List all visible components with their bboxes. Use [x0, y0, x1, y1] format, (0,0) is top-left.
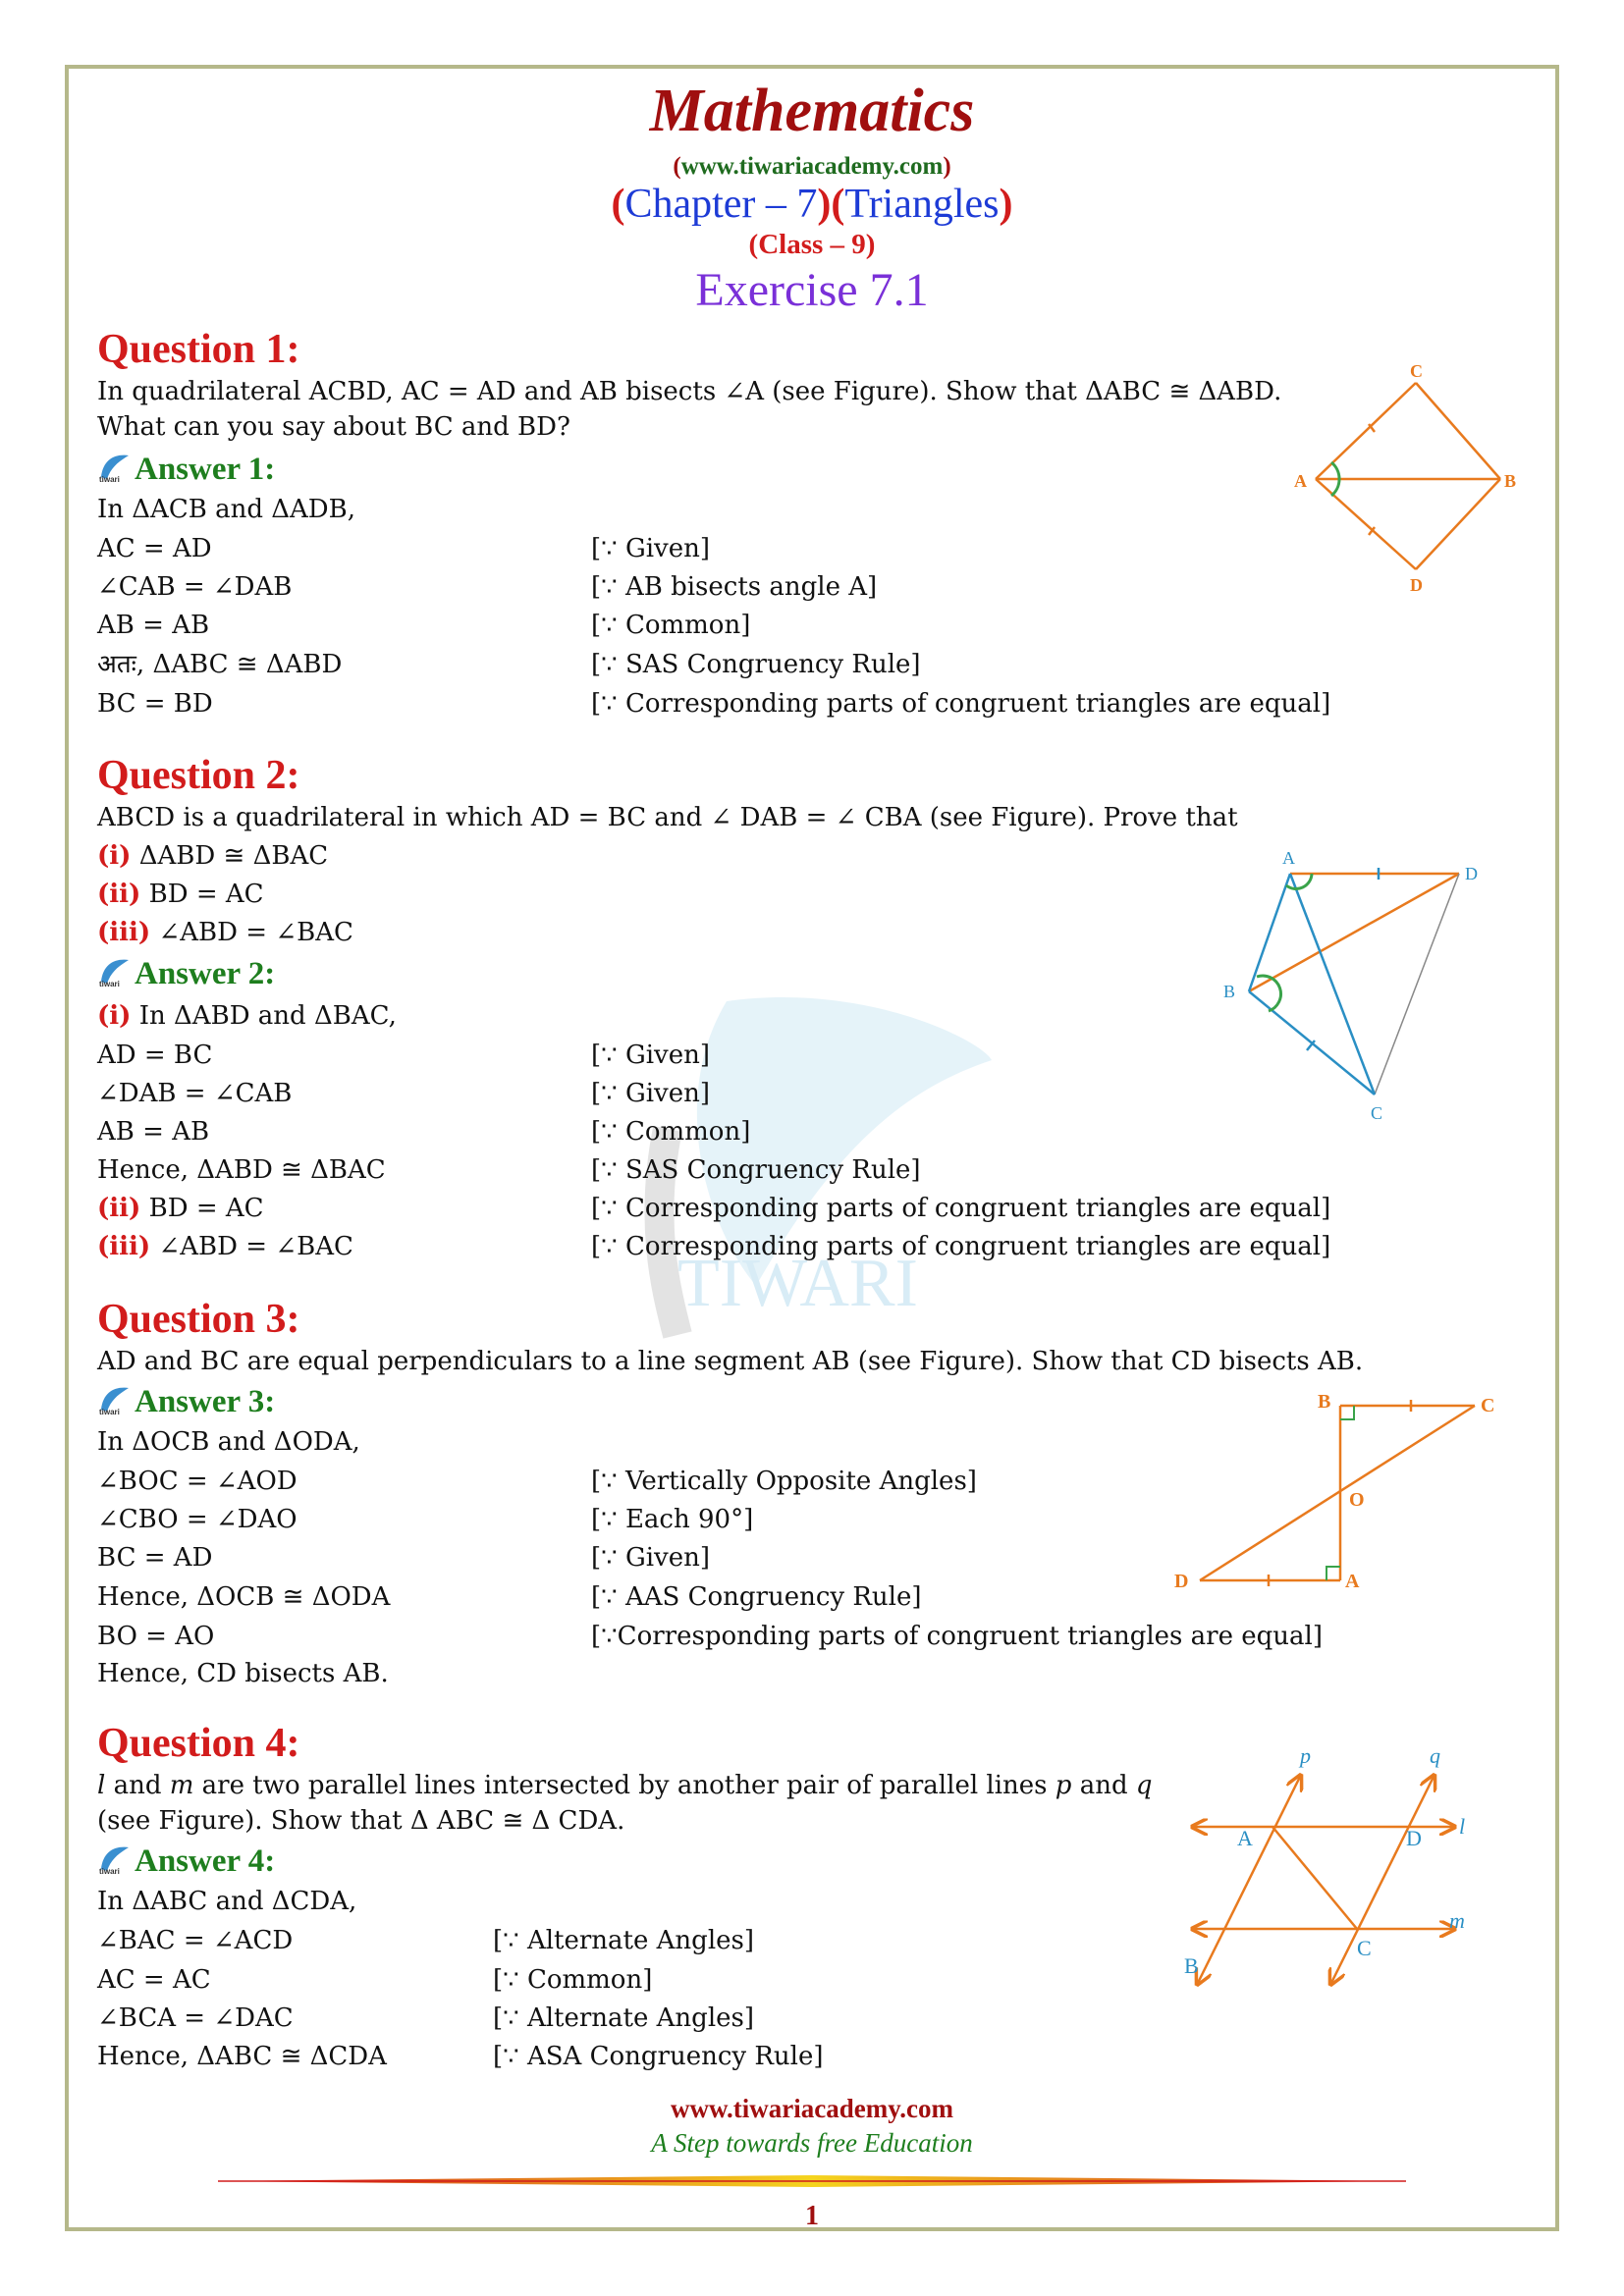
answer-2-ii-text: BD = AC — [148, 1194, 264, 1223]
answer-2-reason-3: [∵ Common] — [591, 1117, 751, 1147]
fig1-label-d: D — [1410, 575, 1423, 595]
answer-4-reason-1: [∵ Alternate Angles] — [493, 1926, 755, 1955]
tiwari-logo-icon — [97, 450, 131, 483]
answer-3-stmt-3: BC = AD — [97, 1543, 213, 1573]
figure-4-parallel-lines — [1178, 1737, 1473, 1993]
answer-4-stmt-3: ∠BCA = ∠DAC — [97, 2003, 294, 2033]
fig4-label-a: A — [1237, 1826, 1253, 1850]
answer-4-label: Answer 4: — [135, 1843, 276, 1879]
question-2-part-ii — [97, 878, 264, 911]
answer-4-intro: In ΔABC and ΔCDA, — [97, 1887, 357, 1916]
footer-divider — [218, 2175, 1406, 2187]
fig2-label-c: C — [1371, 1103, 1383, 1123]
answer-1-intro: In ΔACB and ΔADB, — [97, 495, 356, 524]
answer-3-conclusion: Hence, CD bisects AB. — [97, 1659, 389, 1688]
fig2-label-d: D — [1465, 864, 1478, 883]
question-3-heading: Question 3: — [97, 1297, 300, 1342]
answer-2-stmt-2: ∠DAB = ∠CAB — [97, 1079, 293, 1108]
q4-var-p: p — [1055, 1771, 1072, 1800]
answer-1-stmt-4: अतः, ΔABC ≅ ΔABD — [97, 650, 343, 679]
answer-3-reason-1: [∵ Vertically Opposite Angles] — [591, 1467, 977, 1496]
answer-1-stmt-5: BC = BD — [97, 689, 213, 719]
answer-1-label: Answer 1: — [135, 452, 276, 487]
tiwari-logo-icon — [97, 1842, 131, 1875]
question-1-heading: Question 1: — [97, 327, 300, 372]
answer-1-reason-4: [∵ SAS Congruency Rule] — [591, 650, 921, 679]
answer-2-reason-2: [∵ Given] — [591, 1079, 710, 1108]
part-iii-num: (iii) — [97, 918, 151, 947]
question-4-text-line2: (see Figure). Show that Δ ABC ≅ Δ CDA. — [97, 1806, 625, 1836]
fig2-label-b: B — [1223, 982, 1236, 1001]
fig3-label-a: A — [1345, 1571, 1360, 1592]
question-2-part-i — [97, 839, 328, 873]
answer-2-stmt-4: Hence, ΔABD ≅ ΔBAC — [97, 1155, 386, 1185]
answer-3-reason-2: [∵ Each 90°] — [591, 1505, 754, 1534]
svg-text:tiwari: tiwari — [99, 1867, 120, 1875]
answer-4-stmt-2: AC = AC — [97, 1965, 211, 1995]
page-number: 1 — [805, 2201, 819, 2231]
fig4-label-p: p — [1300, 1743, 1311, 1768]
answer-4-reason-2: [∵ Common] — [493, 1965, 653, 1995]
class-label-text: Class – 9 — [758, 229, 866, 260]
svg-text:tiwari: tiwari — [99, 1408, 120, 1415]
figure-2-quadrilateral — [1218, 844, 1502, 1129]
answer-1-stmt-1: AC = AD — [97, 534, 212, 563]
chapter-number: Chapter – 7 — [624, 182, 818, 227]
answer-2-stmt-5 — [97, 1192, 264, 1225]
tiwari-logo-icon — [97, 954, 131, 988]
answer-3-reason-3: [∵ Given] — [591, 1543, 710, 1573]
answer-1-reason-3: [∵ Common] — [591, 611, 751, 640]
q4-var-q: q — [1135, 1771, 1153, 1800]
answer-2-reason-6: [∵ Corresponding parts of congruent triangles are equal] — [591, 1232, 1331, 1261]
header-website-text: www.tiwariacademy.com — [680, 153, 944, 180]
q4-text-a: and — [105, 1771, 170, 1800]
answer-2-stmt-6 — [97, 1230, 353, 1263]
svg-text:tiwari: tiwari — [99, 475, 120, 483]
answer-4-stmt-4: Hence, ΔABC ≅ ΔCDA — [97, 2042, 387, 2071]
fig3-label-o: O — [1349, 1489, 1365, 1511]
answer-1-reason-1: [∵ Given] — [591, 534, 710, 563]
answer-1-reason-5: [∵ Corresponding parts of congruent triangles are equal] — [591, 689, 1331, 719]
answer-2-reason-4: [∵ SAS Congruency Rule] — [591, 1155, 921, 1185]
fig4-label-q: q — [1430, 1743, 1440, 1768]
part-i-num: (i) — [97, 841, 132, 871]
footer-website[interactable]: www.tiwariacademy.com — [671, 2094, 953, 2123]
part-ii-text: BD = AC — [148, 880, 264, 909]
chapter-heading: (Chapter – 7)(Triangles) — [611, 182, 1013, 227]
answer-2-iii-num: (iii) — [97, 1232, 151, 1261]
fig4-label-b: B — [1184, 1953, 1199, 1978]
answer-4-reason-4: [∵ ASA Congruency Rule] — [493, 2042, 824, 2071]
svg-text:tiwari: tiwari — [99, 980, 120, 988]
part-ii-num: (ii) — [97, 880, 141, 909]
figure-1-kite — [1286, 363, 1522, 599]
part-i-text: ΔABD ≅ ΔBAC — [138, 841, 329, 871]
part-iii-text: ∠ABD = ∠BAC — [158, 918, 353, 947]
class-label: (Class – 9) — [748, 229, 876, 260]
answer-1-heading — [97, 450, 275, 489]
answer-2-heading — [97, 954, 275, 993]
header-website: (www.tiwariacademy.com) — [673, 153, 951, 180]
answer-2-intro — [97, 999, 397, 1033]
answer-4-heading — [97, 1842, 275, 1881]
answer-3-stmt-1: ∠BOC = ∠AOD — [97, 1467, 298, 1496]
answer-3-stmt-5: BO = AO — [97, 1622, 215, 1651]
answer-2-stmt-1: AD = BC — [97, 1041, 213, 1070]
answer-2-ii-num: (ii) — [97, 1194, 141, 1223]
answer-2-intro-text: In ΔABD and ΔBAC, — [138, 1001, 397, 1031]
q4-text-c: and — [1071, 1771, 1136, 1800]
answer-2-intro-num: (i) — [97, 1001, 132, 1031]
question-1-text-line1: In quadrilateral ACBD, AC = AD and AB bisects ∠A (see Figure). Show that ΔABC ≅ ΔABD. — [97, 377, 1282, 406]
answer-3-label: Answer 3: — [135, 1384, 276, 1419]
answer-3-heading — [97, 1382, 275, 1421]
q4-text-b: are two parallel lines intersected by another pair of parallel lines — [193, 1771, 1056, 1800]
answer-2-reason-1: [∵ Given] — [591, 1041, 710, 1070]
answer-2-reason-5: [∵ Corresponding parts of congruent triangles are equal] — [591, 1194, 1331, 1223]
question-1-text-line2: What can you say about BC and BD? — [97, 412, 570, 442]
answer-3-reason-5: [∵Corresponding parts of congruent triangles are equal] — [591, 1622, 1323, 1651]
answer-2-stmt-3: AB = AB — [97, 1117, 210, 1147]
fig3-label-d: D — [1174, 1571, 1189, 1592]
fig4-label-d: D — [1406, 1826, 1422, 1850]
fig3-label-b: B — [1318, 1391, 1331, 1413]
answer-4-reason-3: [∵ Alternate Angles] — [493, 2003, 755, 2033]
question-2-part-iii — [97, 916, 353, 949]
question-4-text-line1 — [97, 1769, 1153, 1802]
q4-var-m: m — [169, 1771, 194, 1800]
question-2-heading: Question 2: — [97, 753, 300, 798]
chapter-name: Triangles — [844, 182, 1000, 227]
fig3-label-c: C — [1481, 1395, 1495, 1416]
answer-3-stmt-2: ∠CBO = ∠DAO — [97, 1505, 298, 1534]
fig1-label-a: A — [1294, 471, 1307, 491]
fig2-label-a: A — [1282, 848, 1295, 868]
answer-1-reason-2: [∵ AB bisects angle A] — [591, 572, 878, 602]
answer-2-label: Answer 2: — [135, 956, 276, 991]
answer-3-stmt-4: Hence, ΔOCB ≅ ΔODA — [97, 1582, 391, 1612]
figure-3-perpendiculars — [1168, 1384, 1522, 1590]
fig1-label-b: B — [1504, 471, 1517, 491]
question-4-heading: Question 4: — [97, 1721, 300, 1766]
exercise-title: Exercise 7.1 — [695, 264, 929, 316]
page-title: Mathematics — [649, 78, 975, 144]
fig1-label-c: C — [1410, 361, 1423, 381]
answer-2-iii-text: ∠ABD = ∠BAC — [158, 1232, 353, 1261]
question-3-text: AD and BC are equal perpendiculars to a line segment AB (see Figure). Show that CD bisects AB. — [97, 1347, 1364, 1376]
fig4-label-m: m — [1449, 1908, 1465, 1933]
answer-3-reason-4: [∵ AAS Congruency Rule] — [591, 1582, 922, 1612]
fig4-label-c: C — [1357, 1936, 1372, 1960]
fig4-label-l: l — [1459, 1814, 1466, 1839]
answer-1-stmt-3: AB = AB — [97, 611, 210, 640]
tiwari-logo-icon — [97, 1382, 131, 1415]
footer-tagline: A Step towards free Education — [651, 2128, 973, 2158]
q4-var-l: l — [97, 1771, 106, 1800]
answer-4-stmt-1: ∠BAC = ∠ACD — [97, 1926, 294, 1955]
answer-3-intro: In ΔOCB and ΔODA, — [97, 1427, 360, 1457]
answer-1-stmt-2: ∠CAB = ∠DAB — [97, 572, 293, 602]
watermark-text: TIWARI — [677, 1246, 918, 1321]
question-2-text: ABCD is a quadrilateral in which AD = BC and ∠ DAB = ∠ CBA (see Figure). Prove that — [97, 803, 1238, 832]
